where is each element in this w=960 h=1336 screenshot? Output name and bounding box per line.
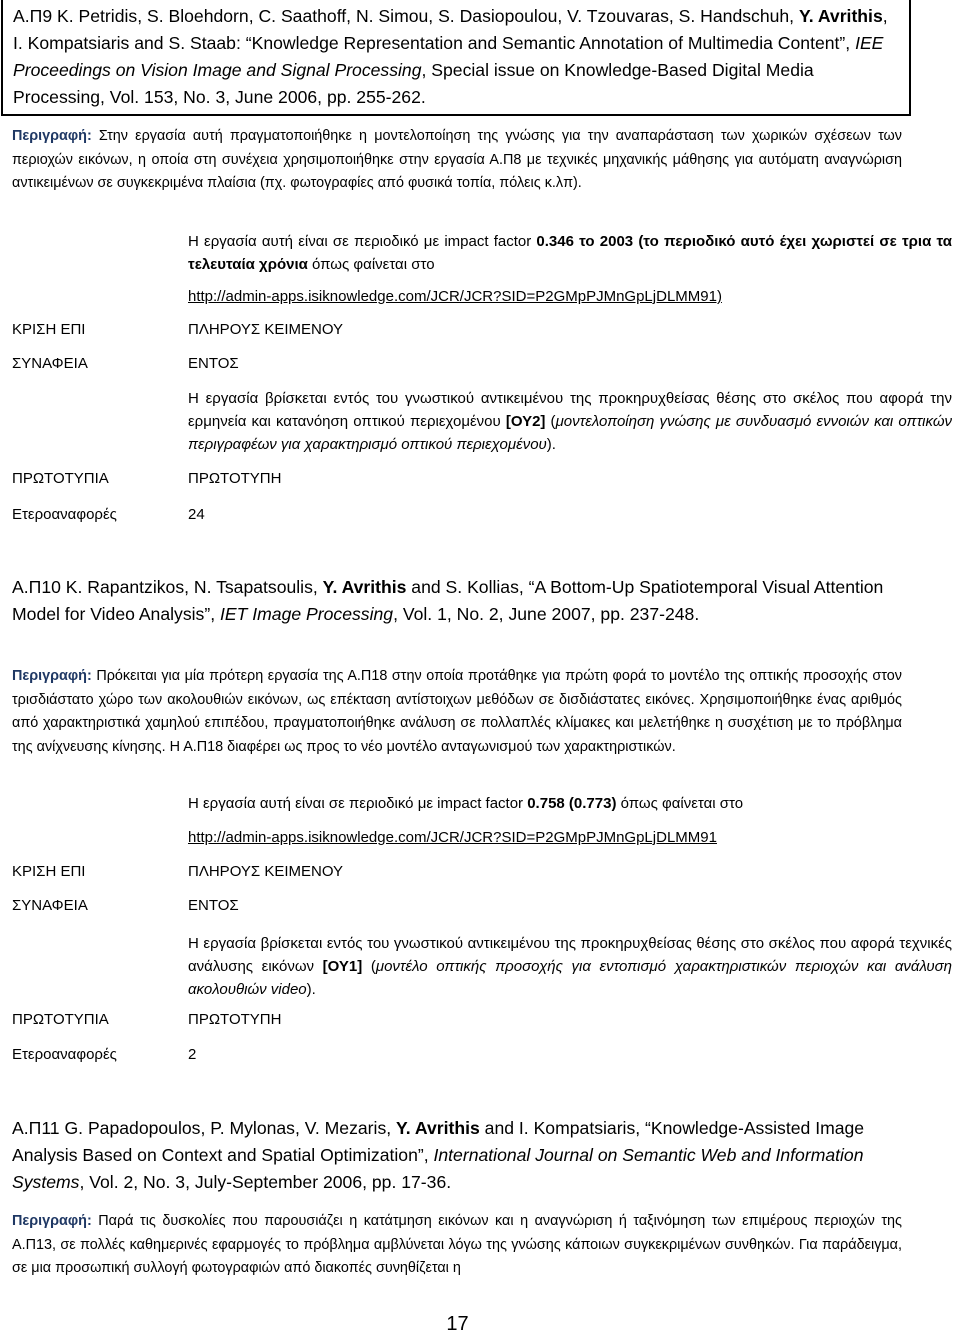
relevance-label: ΣΥΝΑΦΕΙΑ bbox=[12, 355, 88, 372]
publication-authors: K. Petridis, S. Bloehdorn, C. Saathoff, N. Simou, S. Dasiopoulou, V. Tzouvaras, S. Handschuh, bbox=[57, 6, 795, 26]
citations-label: Ετεροαναφορές bbox=[12, 506, 117, 523]
impact-factor-value: 0.758 (0.773) bbox=[527, 795, 617, 812]
description-text: Παρά τις δυσκολίες που παρουσιάζει η κατάτμηση εικόνων και η αναγνώριση ή ταξινόμηση των επιμέρους περιοχών της Α.Π13, σε πολλές καθημερινές εφαρμογές το πρόβλημα αμβλύνεται λόγω της γνώσης κάποιων συγκεκριμένων συνθηκών. Για παράδειγμα, σε μια προσωπική συλλογή φωτογραφιών από διακοπές συνηθίζεται η bbox=[12, 1213, 902, 1276]
publication-reference bbox=[12, 1115, 907, 1196]
originality-value: ΠΡΩΤΟΤΥΠΗ bbox=[188, 470, 282, 487]
subject-code: [ΟΥ1] bbox=[322, 958, 363, 975]
originality-label: ΠΡΩΤΟΤΥΠΙΑ bbox=[12, 1011, 109, 1028]
publication-description bbox=[12, 125, 902, 196]
publication-venue: IEE Proceedings on Vision Image and Signal Processing bbox=[13, 33, 884, 80]
description-label: Περιγραφή: bbox=[12, 668, 92, 684]
assessment-label: ΚΡΙΣΗ ΕΠΙ bbox=[12, 321, 86, 338]
impact-factor-value: 0.346 το 2003 (το περιοδικό αυτό έχει χωριστεί σε τρια τα τελευταία χρόνια bbox=[188, 233, 952, 273]
description-label: Περιγραφή: bbox=[12, 1213, 92, 1229]
publication-authors-title: , I. Kompatsiaris and S. Staab: “Knowledge Representation and Semantic Annotation of Multimedia Content”, bbox=[13, 6, 888, 53]
page-number: 17 bbox=[446, 1313, 469, 1335]
jcr-link[interactable]: http://admin-apps.isiknowledge.com/JCR/JCR?SID=P2GMpPJMnGpLjDLMM91) bbox=[188, 288, 722, 305]
publication-details: , Special issue on Knowledge-Based Digital Media Processing, Vol. 153, No. 3, June 2006, pp. 255-262. bbox=[13, 60, 814, 107]
relevance-explanation: Η εργασία βρίσκεται εντός του γνωστικού αντικειμένου της προκηρυχθείσας θέσης στο σκέλος που αφορά τεχνικές ανάλυσης εικόνων [ΟΥ1] (μοντέλο οπτικής προσοχής για εντοπισμό χαρακτηριστικών περιοχών και ανάλυση ακολουθιών video). bbox=[188, 935, 952, 998]
publication-authors-title: and S. Kollias, “A Bottom-Up Spatiotemporal Visual Attention Model for Video Analysis”, bbox=[12, 577, 884, 624]
highlighted-author: Y. Avrithis bbox=[322, 577, 407, 597]
citations-label: Ετεροαναφορές bbox=[12, 1046, 117, 1063]
publication-reference bbox=[12, 574, 907, 628]
publication-authors: G. Papadopoulos, P. Mylonas, V. Mezaris, bbox=[59, 1118, 397, 1138]
publication-reference-box bbox=[1, 0, 911, 116]
relevance-value: ΕΝΤΟΣ bbox=[188, 355, 239, 372]
citations-value: 24 bbox=[188, 506, 205, 523]
publication-details: , Vol. 1, No. 2, June 2007, pp. 237-248. bbox=[393, 604, 700, 624]
publication-id: Α.Π10 bbox=[12, 577, 61, 597]
assessment-value: ΠΛΗΡΟΥΣ ΚΕΙΜΕΝΟΥ bbox=[188, 863, 344, 880]
jcr-link[interactable]: http://admin-apps.isiknowledge.com/JCR/JCR?SID=P2GMpPJMnGpLjDLMM91 bbox=[188, 829, 717, 846]
publication-id: Α.Π9 bbox=[13, 6, 53, 26]
description-text: Στην εργασία αυτή πραγματοποιήθηκε η μοντελοποίηση της γνώσης για την αναπαράσταση των χωρικών σχέσεων των περιοχών εικόνων, η οποία στη συνέχεια χρησιμοποιήθηκε στην εργασία Α.Π8 με τεχνικές μηχανικής μάθησης για αυτόματη αναγνώριση αντικειμένων σε συγκεκριμένα πλαίσια (πχ. φωτογραφίες από φυσικά τοπία, πόλεις κ.λπ). bbox=[12, 128, 902, 191]
relevance-value: ΕΝΤΟΣ bbox=[188, 897, 239, 914]
relevance-explanation: Η εργασία βρίσκεται εντός του γνωστικού αντικειμένου της προκηρυχθείσας θέσης στο σκέλος που αφορά την ερμηνεία και κατανόηση οπτικού περιεχομένου [ΟΥ2] (μοντελοποίηση γνώσης με συνδυασμό εννοιών και οπτικών περιγραφέων για χαρακτηρισμό οπτικού περιεχομένου). bbox=[188, 390, 953, 453]
subject-code: [ΟΥ2] bbox=[505, 413, 546, 430]
description-label: Περιγραφή: bbox=[12, 128, 92, 144]
citations-value: 2 bbox=[188, 1046, 197, 1063]
originality-value: ΠΡΩΤΟΤΥΠΗ bbox=[188, 1011, 282, 1028]
highlighted-author: Y. Avrithis bbox=[798, 6, 883, 26]
impact-factor-note: Η εργασία αυτή είναι σε περιοδικό με impact factor 0.346 το 2003 (το περιοδικό αυτό έχει χωριστεί σε τρια τα τελευταία χρόνια όπως φαίνεται στο bbox=[188, 233, 952, 273]
publication-description bbox=[12, 1210, 902, 1281]
relevance-label: ΣΥΝΑΦΕΙΑ bbox=[12, 897, 88, 914]
publication-authors: K. Rapantzikos, N. Tsapatsoulis, bbox=[60, 577, 323, 597]
publication-details: , Vol. 2, No. 3, July-September 2006, pp. 17-36. bbox=[79, 1172, 452, 1192]
publication-id: Α.Π11 bbox=[12, 1118, 60, 1138]
highlighted-author: Y. Avrithis bbox=[396, 1118, 480, 1138]
originality-label: ΠΡΩΤΟΤΥΠΙΑ bbox=[12, 470, 109, 487]
assessment-value: ΠΛΗΡΟΥΣ ΚΕΙΜΕΝΟΥ bbox=[188, 321, 344, 338]
description-text: Πρόκειται για μία πρότερη εργασία της Α.Π18 στην οποία προτάθηκε για πρώτη φορά το μοντέλο της οπτικής προσοχής στον τρισδιάστατο χώρο των ακολουθιών εικόνων, ως επέκταση αντίστοιχων μεθόδων σε δισδιάστατες εικόνες. Χρησιμοποιήθηκε ένας αριθμός από χαρακτηριστικά χαμηλού επιπέδου, πραγματοποιήθηκε ανάλυση σε πολλαπλές κλίμακες και μελετήθηκε η συσχέτιση με το πρόβλημα της ανίχνευσης κίνησης. Η Α.Π18 διαφέρει ως προς το νέο μοντέλο ανταγωνισμού των χαρακτηριστικών. bbox=[12, 668, 902, 755]
publication-venue: IET Image Processing bbox=[219, 604, 394, 624]
assessment-label: ΚΡΙΣΗ ΕΠΙ bbox=[12, 863, 86, 880]
publication-authors-title: and I. Kompatsiaris, “Knowledge-Assisted Image Analysis Based on Context and Spatial Optimization”, bbox=[12, 1118, 865, 1165]
publication-venue: International Journal on Semantic Web and Information Systems bbox=[12, 1145, 864, 1192]
impact-factor-note: Η εργασία αυτή είναι σε περιοδικό με impact factor 0.758 (0.773) όπως φαίνεται στο bbox=[188, 795, 744, 812]
publication-description bbox=[12, 665, 902, 759]
